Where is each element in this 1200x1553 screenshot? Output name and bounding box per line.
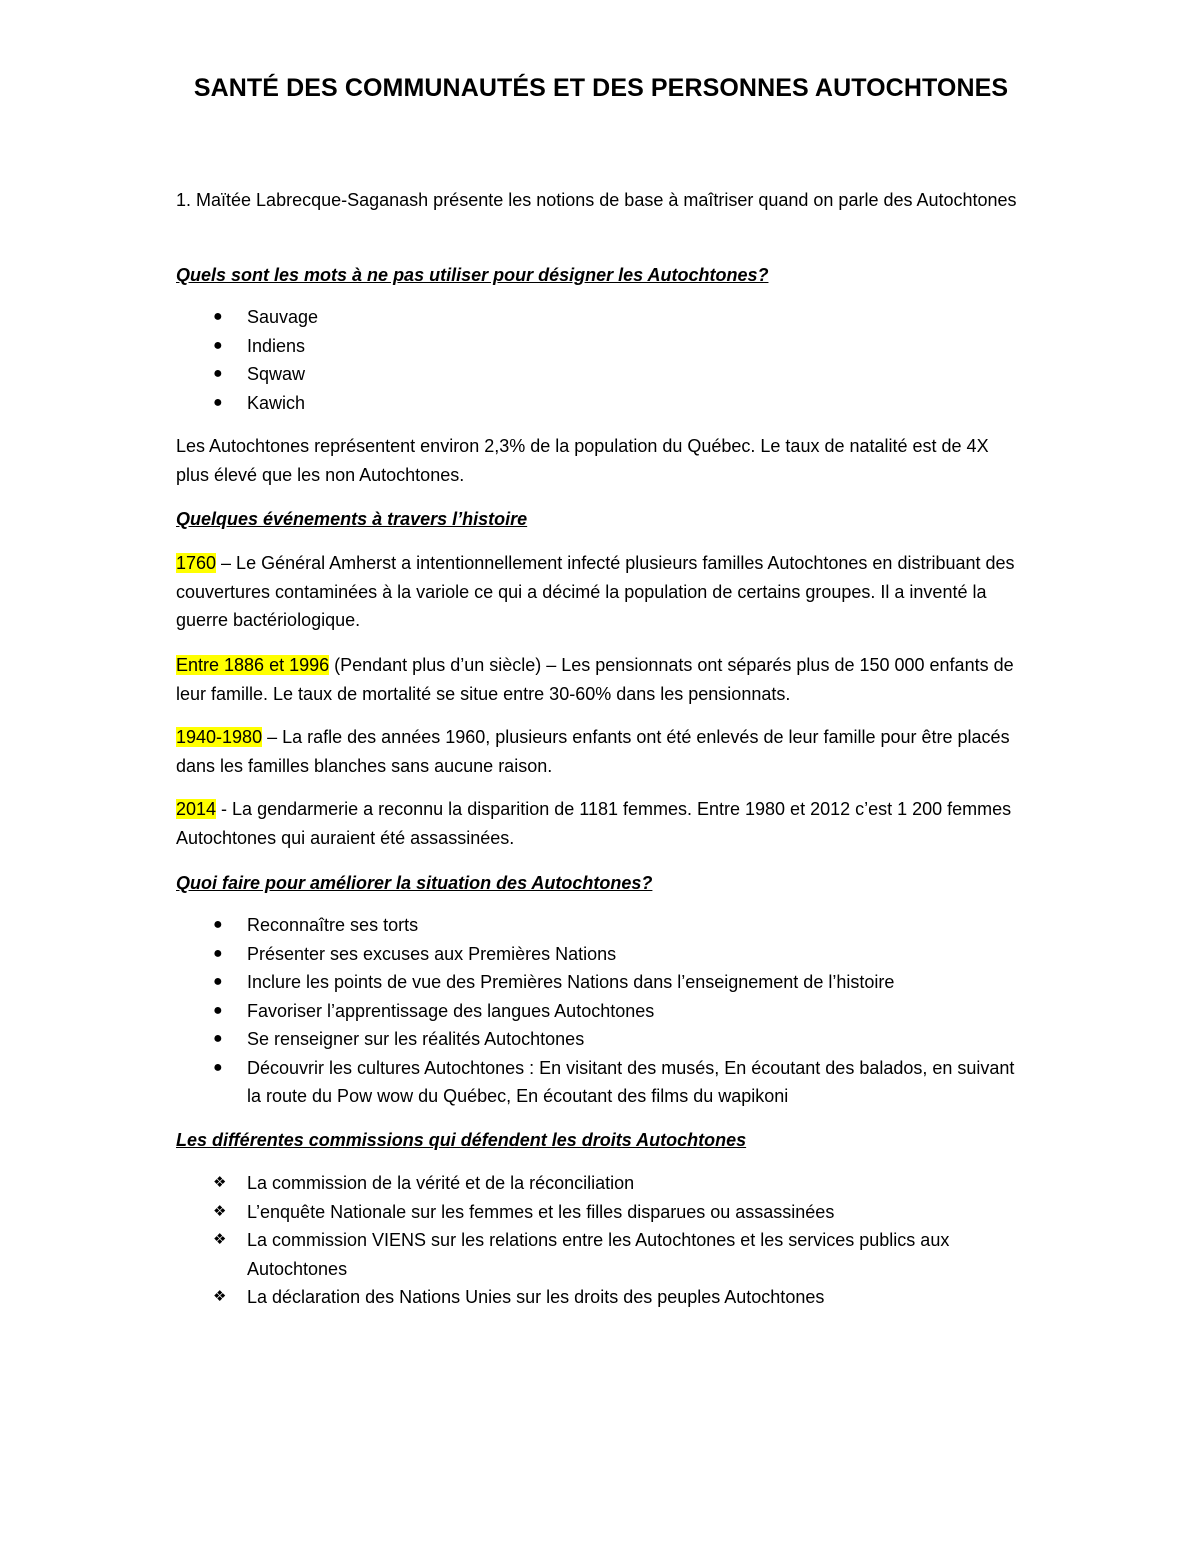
list-item: ● Découvrir les cultures Autochtones : En visitant des musés, En écoutant des balados, en suivant la route du Pow wow du Québec, En écoutant des films du wapikoni <box>176 1054 1026 1111</box>
event-description: – Le Général Amherst a intentionnellement infecté plusieurs familles Autochtones en distribuant des couvertures contaminées à la variole ce qui a décimé la population de certains groupes. Il a inventé la guerre bactériologique. <box>176 553 1015 630</box>
diamond-bullet-icon: ❖ <box>213 1231 227 1248</box>
bullet-icon: ● <box>213 336 223 354</box>
diamond-bullet-icon: ❖ <box>213 1202 227 1220</box>
bullet-icon: ● <box>213 393 223 411</box>
section-heading-history-events: Quelques événements à travers l’histoire <box>176 509 528 529</box>
event-description: - La gendarmerie a reconnu la disparition de 1181 femmes. Entre 1980 et 2012 c’est 1 200 femmes Autochtones qui auraient été assassinées. <box>176 799 1012 848</box>
list-item: ● Kawich <box>176 389 1026 418</box>
commissions-list <box>176 1169 1026 1312</box>
event-paragraph-1886-1996 <box>176 651 1026 708</box>
list-item: ● Sqwaw <box>176 360 1026 389</box>
intro-paragraph: 1. Maïtée Labrecque-Saganash présente les notions de base à maîtriser quand on parle des Autochtones <box>176 190 1017 210</box>
list-item: ❖ L’enquête Nationale sur les femmes et les filles disparues ou assassinées <box>176 1198 1026 1227</box>
list-item: ❖ La commission VIENS sur les relations entre les Autochtones et les services publics aux Autochtones <box>176 1226 1026 1283</box>
diamond-bullet-icon: ❖ <box>213 1288 227 1305</box>
diamond-bullet-icon: ❖ <box>213 1174 227 1191</box>
page-title: SANTÉ DES COMMUNAUTÉS ET DES PERSONNES AUTOCHTONES <box>193 74 1009 102</box>
bullet-icon: ● <box>213 1030 223 1047</box>
list-item: ❖ La déclaration des Nations Unies sur les droits des peuples Autochtones <box>176 1283 1026 1312</box>
bullet-icon: ● <box>213 973 223 990</box>
bullet-icon: ● <box>213 916 223 933</box>
bullet-icon: ● <box>213 308 223 325</box>
words-to-avoid-list <box>176 303 1026 417</box>
event-paragraph-2014 <box>176 795 1026 852</box>
list-item: ● Favoriser l’apprentissage des langues Autochtones <box>176 997 1026 1026</box>
event-date-highlight: 1760 <box>176 553 217 573</box>
list-item: ❖ La commission de la vérité et de la réconciliation <box>176 1169 1026 1198</box>
section-heading-improve-situation: Quoi faire pour améliorer la situation des Autochtones? <box>176 873 653 893</box>
bullet-icon: ● <box>213 1058 223 1076</box>
list-item: ● Sauvage <box>176 303 1026 332</box>
section-heading-commissions: Les différentes commissions qui défendent les droits Autochtones <box>176 1130 747 1150</box>
list-item: ● Présenter ses excuses aux Premières Nations <box>176 940 1026 969</box>
event-date-highlight: Entre 1886 et 1996 <box>176 655 330 675</box>
improvement-actions-list <box>176 911 1026 1111</box>
section-heading-words-to-avoid: Quels sont les mots à ne pas utiliser pour désigner les Autochtones? <box>176 265 769 285</box>
list-item: ● Se renseigner sur les réalités Autochtones <box>176 1025 1026 1054</box>
event-paragraph-1940-1980 <box>176 723 1026 780</box>
event-description: – La rafle des années 1960, plusieurs enfants ont été enlevés de leur famille pour être placés dans les familles blanches sans aucune raison. <box>176 727 1010 776</box>
event-paragraph-1760 <box>176 549 1026 635</box>
event-description: (Pendant plus d’un siècle) – Les pensionnats ont séparés plus de 150 000 enfants de leur famille. Le taux de mortalité se situe entre 30-60% dans les pensionnats. <box>176 655 1014 704</box>
event-date-highlight: 1940-1980 <box>176 727 263 747</box>
bullet-icon: ● <box>213 365 223 382</box>
bullet-icon: ● <box>213 944 223 962</box>
event-date-highlight: 2014 <box>176 799 217 819</box>
list-item: ● Indiens <box>176 332 1026 361</box>
population-stats-paragraph: Les Autochtones représentent environ 2,3% de la population du Québec. Le taux de natalité est de 4X plus élevé que les non Autochtones. <box>176 436 989 485</box>
list-item: ● Reconnaître ses torts <box>176 911 1026 940</box>
list-item: ● Inclure les points de vue des Premières Nations dans l’enseignement de l’histoire <box>176 968 1026 997</box>
bullet-icon: ● <box>213 1001 223 1019</box>
